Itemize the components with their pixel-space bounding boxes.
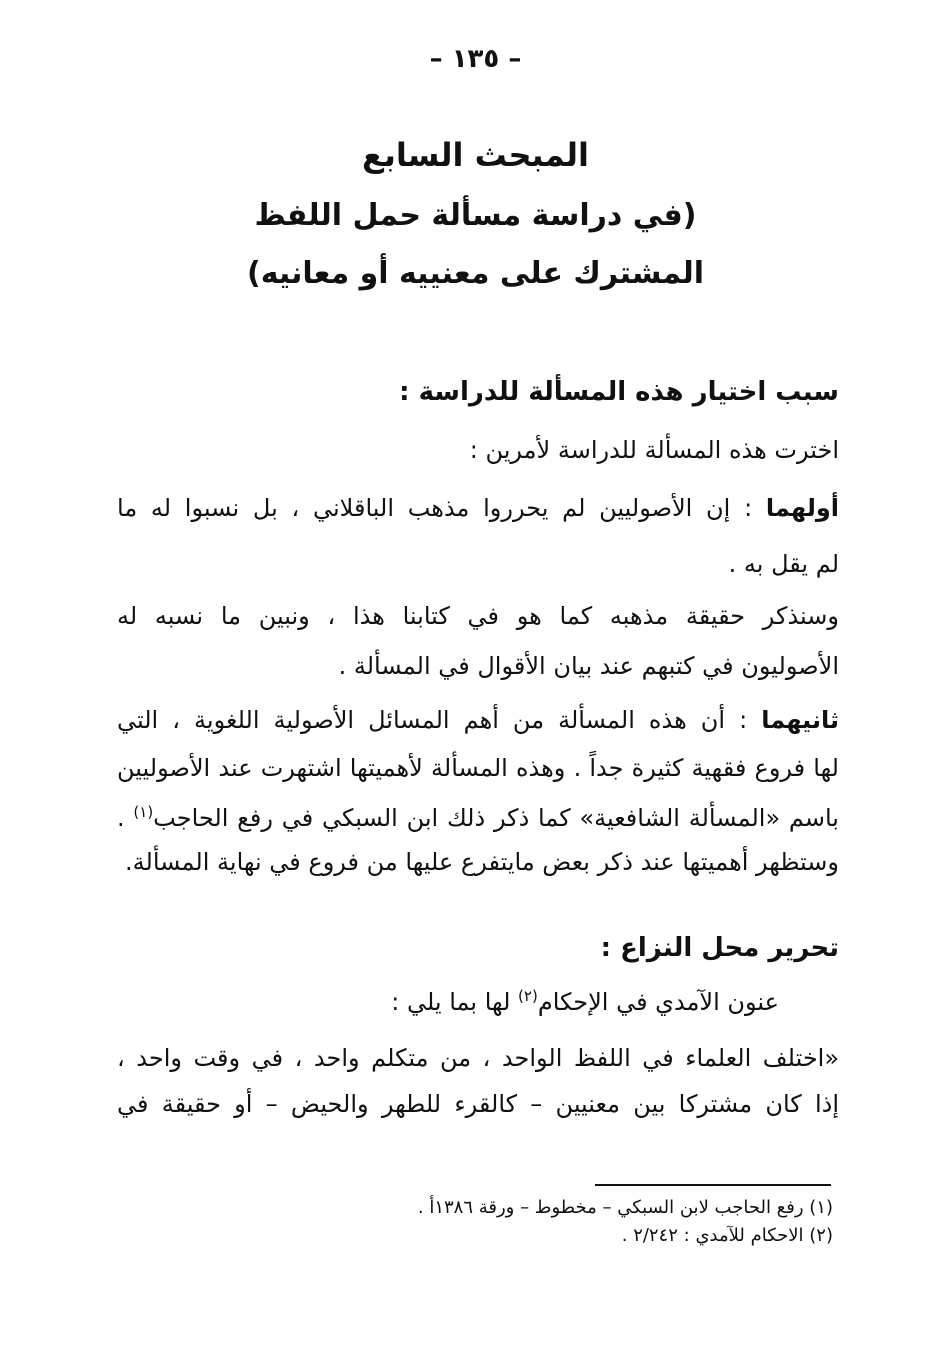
first-reason-text: : إن الأصوليين لم يحرروا مذهب الباقلاني ، بل نسبوا له ما xyxy=(117,494,766,522)
quote-line-2: إذا كان مشتركا بين معنيين – كالقرء للطهر والحيض – أو حقيقة في xyxy=(117,1090,839,1118)
paragraph-intro: اخترت هذه المسألة للدراسة لأمرين : xyxy=(469,436,839,464)
paragraph-third-line-3 xyxy=(117,798,839,838)
section-heading-dispute: تحرير محل النزاع : xyxy=(600,933,839,963)
chapter-subtitle-line-2: المشترك على معنييه أو معانيه) xyxy=(246,256,705,291)
amidi-line-text: عنون الآمدي في الإحكام xyxy=(537,988,779,1016)
paragraph-first-line-2: لم يقل به . xyxy=(728,550,839,578)
paragraph-second-line-2: الأصوليون في كتبهم عند بيان الأقوال في المسألة . xyxy=(338,652,839,680)
paragraph-first-line-1 xyxy=(117,488,839,528)
quote-line-1: «اختلف العلماء في اللفظ الواحد ، من متكلم واحد ، في وقت واحد ، xyxy=(117,1044,839,1072)
amidi-line-end: لها بما يلي : xyxy=(391,988,519,1016)
paragraph-third-line-1 xyxy=(117,700,839,740)
chapter-subtitle-line-1: (في دراسة مسألة حمل اللفظ xyxy=(254,198,697,233)
page-number: – ١٣٥ – xyxy=(429,44,522,74)
paragraph-amidi-line xyxy=(117,982,779,1022)
chapter-title: المبحث السابع xyxy=(361,136,589,174)
footnote-2: (٢) الاحكام للآمدي : ٢/٢٤٢ . xyxy=(621,1225,833,1246)
paragraph-third-line-2: لها فروع فقهية كثيرة جداً . وهذه المسألة لأهميتها اشتهرت عند الأصوليين xyxy=(117,754,839,782)
section-heading-reason: سبب اختيار هذه المسألة للدراسة : xyxy=(399,377,839,407)
second-reason-text: : أن هذه المسألة من أهم المسائل الأصولية اللغوية ، التي xyxy=(117,706,762,734)
paragraph-third-line-3-text: باسم «المسألة الشافعية» كما ذكر ذلك ابن السبكي في رفع الحاجب xyxy=(153,804,839,832)
paragraph-third-line-4: وستظهر أهميتها عند ذكر بعض مايتفرع عليها من فروع في نهاية المسألة. xyxy=(125,848,839,876)
footnote-separator xyxy=(595,1184,831,1186)
paragraph-third-line-3-end: . xyxy=(117,804,134,832)
paragraph-second-line-1: وسنذكر حقيقة مذهبه كما هو في كتابنا هذا ، ونبين ما نسبه له xyxy=(117,602,839,630)
footnote-ref-1: (١) xyxy=(133,803,154,821)
footnote-ref-2: (٢) xyxy=(518,987,538,1005)
second-reason-label: ثانيهما xyxy=(761,706,839,734)
first-reason-label: أولهما xyxy=(765,494,839,522)
footnote-1: (١) رفع الحاجب لابن السبكي – مخطوط – ورقة ١٣٨٦أ . xyxy=(417,1197,833,1218)
